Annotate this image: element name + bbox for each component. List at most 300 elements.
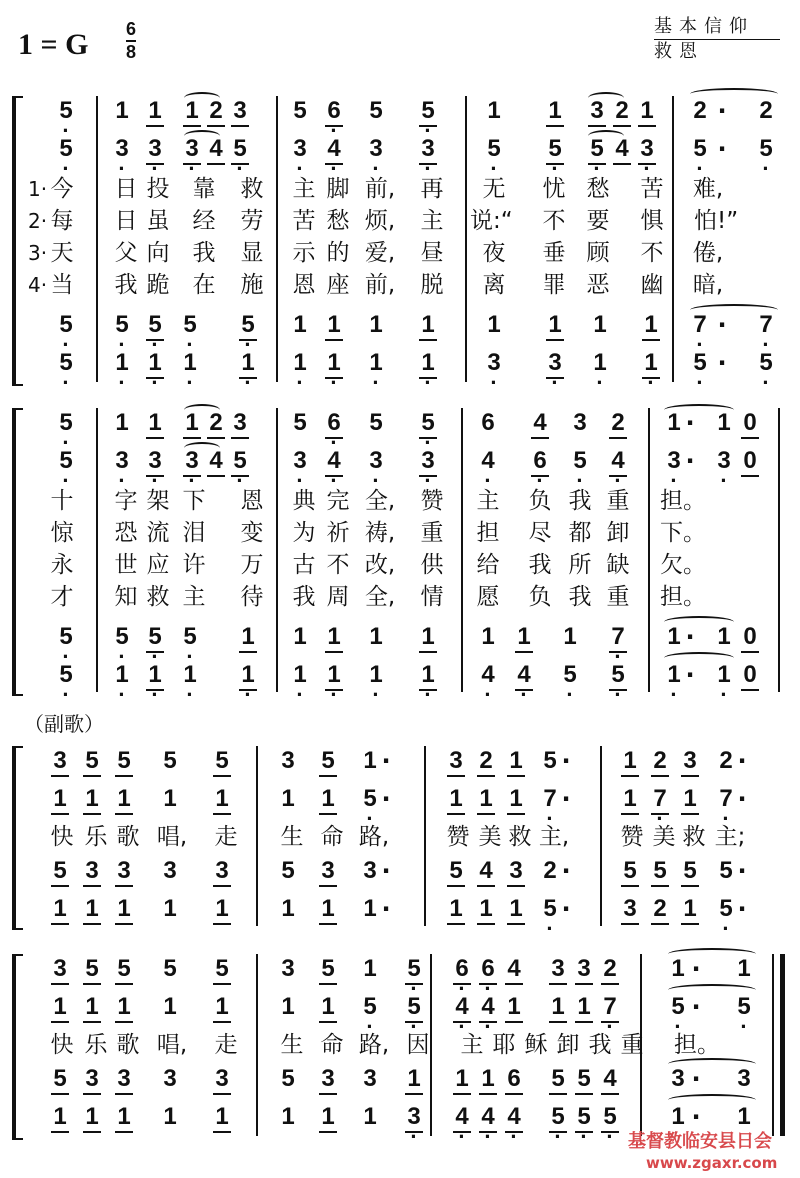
lyric-syllable: 恐 [114,520,138,546]
note: · 3 [366,134,386,164]
lyric-syllable: 卸 [556,1032,580,1058]
lyric-syllable: 乐 [84,1032,108,1058]
duration-dot: · [685,661,695,689]
note: · 7 [690,310,710,340]
note: 1 [620,746,640,776]
lyric-syllable: 愿 [476,584,500,610]
lyric-syllable: 向 [146,240,170,266]
lyric-syllable: 当 [50,272,74,298]
note: 1 [114,784,134,814]
lyric-syllable: 救 [508,824,532,850]
note: 5 [293,97,307,124]
note: 5 [318,746,338,776]
lyric-syllable: 脱 [420,272,444,298]
lyric-syllable: 每 [50,208,74,234]
note: · 3 [545,348,565,378]
soprano-row [0,746,800,780]
lyric-syllable: 所 [568,552,592,578]
note: 3 [82,1064,102,1094]
note: 5 [369,409,383,436]
note: · 5 [540,894,560,924]
lyric-syllable: 座 [326,272,350,298]
lyric-syllable: 前, [364,176,396,202]
lyric-syllable: 主 [476,488,500,514]
lyric-syllable: 稣 [524,1032,548,1058]
note: 1 [145,96,165,126]
note: 1 [717,409,731,436]
duration-dot: · [685,447,695,475]
note: · 5 [56,622,76,652]
note: 5 [114,746,134,776]
lyric-syllable: 前, [364,272,396,298]
lyric-syllable: 歌 [116,1032,140,1058]
note: · 5 [238,310,258,340]
chorus-label: （副歌） [24,712,104,736]
note: · 1 [664,660,684,690]
note: 1 [671,1103,685,1130]
note: 1 [717,623,731,650]
time-signature [126,20,136,62]
note: · 5 [145,622,165,652]
note: · 5 [56,96,76,126]
tie [664,404,734,416]
note: 3 [212,856,232,886]
note: 4 [206,446,226,476]
note: · 4 [478,1102,498,1132]
note: 5 [548,1064,568,1094]
lyric-syllable: 我 [114,272,138,298]
note: · 5 [404,992,424,1022]
duration-dot: · [381,895,391,923]
note: · 5 [418,96,438,126]
lyric-syllable: 昼 [420,240,444,266]
duration-dot: · [381,785,391,813]
duration-dot: · [691,1065,701,1093]
note: 1 [506,894,526,924]
duration-dot: · [561,857,571,885]
lyric-syllable: 命 [320,824,344,850]
note: 1 [506,746,526,776]
note: 1 [446,784,466,814]
note: 1 [114,992,134,1022]
verse-number: 1· [28,177,48,201]
duration-dot: · [685,409,695,437]
note: · 5 [716,894,736,924]
lyric-syllable: 赞 [620,824,644,850]
note: · 7 [600,992,620,1022]
note: 1 [418,622,438,652]
lyric-syllable: 泪 [182,520,206,546]
lyric-syllable: 施 [240,272,264,298]
note: · 1 [180,348,200,378]
note: 1 [293,623,307,650]
lyric-syllable: 日 [114,208,138,234]
note: 1 [478,1064,498,1094]
note: 5 [719,857,733,884]
note: 3 [281,955,295,982]
note: 4 [504,954,524,984]
lyric-syllable: 救 [240,176,264,202]
lyric-syllable: 恩 [240,488,264,514]
note: 1 [363,1103,377,1130]
note: 0 [740,446,760,476]
note: · 5 [560,660,580,690]
lyric-syllable: 祈 [326,520,350,546]
note: 1 [476,894,496,924]
lyric-syllable: 欠。 [660,552,706,578]
note: 1 [737,1103,751,1130]
lyric-syllable: 跪 [146,272,170,298]
category-title: 基本信仰 [654,16,754,37]
note: 2 [206,96,226,126]
note: 3 [363,1065,377,1092]
note: 1 [114,1102,134,1132]
note: 3 [318,856,338,886]
note: · 5 [230,134,250,164]
verse-number: 4· [28,273,48,297]
note: · 7 [756,310,776,340]
lyric-syllable: 救 [682,824,706,850]
lyric-syllable: 下。 [660,520,706,546]
lyric-syllable: 我 [568,584,592,610]
note: · 3 [182,446,202,476]
lyric-syllable: 路, [358,824,390,850]
note: · 1 [714,660,734,690]
duration-dot: · [691,1103,701,1131]
note: 1 [318,894,338,924]
note: · 4 [504,1102,524,1132]
lyric-syllable: 典 [292,488,316,514]
note: 5 [50,1064,70,1094]
note: 5 [82,954,102,984]
note: 1 [281,785,295,812]
lyric-syllable: 惊 [50,520,74,546]
note: · 3 [112,134,132,164]
note: · 1 [112,660,132,690]
slur [184,442,220,454]
note: · 4 [478,446,498,476]
note: · 4 [324,446,344,476]
note: · 7 [650,784,670,814]
tenor-row [0,1064,800,1098]
verse-2-line-1 [0,206,800,240]
note: · 5 [56,310,76,340]
note: 1 [369,623,383,650]
note: 1 [50,992,70,1022]
note: · 5 [180,622,200,652]
note: 1 [163,895,177,922]
lyric-syllable: 美 [478,824,502,850]
verse-3-line-2 [0,550,800,584]
note: 4 [476,856,496,886]
note: 1 [363,895,377,922]
note: 4 [600,1064,620,1094]
note: 1 [212,894,232,924]
note: · 5 [418,408,438,438]
note: 1 [641,310,661,340]
verse-2-line-2 [0,518,800,552]
note: 6 [481,409,495,436]
note: · 3 [290,446,310,476]
note: 0 [740,408,760,438]
note: · 5 [112,622,132,652]
note: 1 [487,97,501,124]
lyric-syllable: 重 [606,488,630,514]
lyric-syllable: 劳 [240,208,264,234]
note: 5 [212,954,232,984]
note: 1 [680,784,700,814]
lyric-syllable: 负 [528,584,552,610]
lyric-syllable: 不 [326,552,350,578]
note: 5 [620,856,640,886]
duration-dot: · [717,135,727,163]
note: 2 [759,97,773,124]
note: · 5 [56,446,76,476]
duration-dot: · [685,623,695,651]
lyric-syllable: 烦, [364,208,396,234]
lyric-syllable: 担 [476,520,500,546]
note: · 1 [145,660,165,690]
note: 3 [114,1064,134,1094]
lyric-syllable: 夜 [482,240,506,266]
note: · 1 [238,348,258,378]
note: · 1 [290,660,310,690]
lyric-syllable: 投 [146,176,170,202]
note: · 5 [570,446,590,476]
duration-dot: · [717,311,727,339]
note: 3 [574,954,594,984]
lyric-syllable: 乐 [84,824,108,850]
note: 2 [650,746,670,776]
note: 5 [114,954,134,984]
slur [588,92,624,104]
lyric-syllable: 担。 [674,1032,720,1058]
lyric-syllable: 父 [114,240,138,266]
note: 5 [446,856,466,886]
note: 1 [115,97,129,124]
lyric-syllable: 惧 [640,208,664,234]
lyric-syllable: 怕!” [694,208,739,234]
note: · 1 [324,348,344,378]
tie [668,1094,756,1106]
note: 4 [612,134,632,164]
note: 3 [230,408,250,438]
note: · 3 [664,446,684,476]
note: 3 [573,409,587,436]
note: 5 [543,747,557,774]
duration-dot: · [381,747,391,775]
note: 1 [476,784,496,814]
note: 1 [163,1103,177,1130]
note: · 3 [404,1102,424,1132]
lyric-syllable: 离 [482,272,506,298]
lyric-syllable: 耶 [492,1032,516,1058]
note: · 5 [56,408,76,438]
verse-4-line-1 [0,270,800,304]
note: 1 [50,1102,70,1132]
lyric-syllable: 主 [420,208,444,234]
note: · 3 [182,134,202,164]
lyric-syllable: 永 [50,552,74,578]
lyric-syllable: 架 [146,488,170,514]
lyric-syllable: 唱, [156,1032,188,1058]
lyric-syllable: 虽 [146,208,170,234]
lyric-syllable: 脚 [326,176,350,202]
note: 1 [446,894,466,924]
lyric-syllable: 不 [542,208,566,234]
lyric-syllable: 许 [182,552,206,578]
lyric-syllable: 十 [50,488,74,514]
lyric-syllable: 应 [146,552,170,578]
note: 1 [545,310,565,340]
note: 3 [230,96,250,126]
lyric-syllable: 唱, [156,824,188,850]
tie [664,616,734,628]
note: 1 [481,623,495,650]
lyric-syllable: 再 [420,176,444,202]
note: 2 [608,408,628,438]
lyric-syllable: 愁 [586,176,610,202]
note: 2 [476,746,496,776]
note: 1 [212,784,232,814]
lyric-syllable: 难, [692,176,724,202]
note: · 3 [366,446,386,476]
note: 5 [50,856,70,886]
note: · 3 [418,446,438,476]
note: 2 [543,857,557,884]
chorus-line-1 [0,822,800,856]
lyric-syllable: 生 [280,1032,304,1058]
lyric-syllable: 下 [182,488,206,514]
note: 2 [719,747,733,774]
note: · 6 [478,954,498,984]
tenor-row [0,856,800,890]
note: 2 [612,96,632,126]
lyric-syllable: 字 [114,488,138,514]
duration-dot: · [691,955,701,983]
note: 1 [637,96,657,126]
lyric-syllable: 生 [280,824,304,850]
note: 0 [740,622,760,652]
note: 1 [548,992,568,1022]
verse-1-line-1 [0,174,800,208]
note: 1 [593,311,607,338]
note: · 4 [452,992,472,1022]
duration-dot: · [717,97,727,125]
alto-row [0,992,800,1026]
lyric-syllable: 尽 [528,520,552,546]
note: 5 [163,747,177,774]
note: 0 [740,660,760,690]
lyric-syllable: 今 [50,176,74,202]
note: · 1 [366,660,386,690]
note: · 7 [540,784,560,814]
note: 3 [318,1064,338,1094]
note: 1 [115,409,129,436]
lyric-syllable: 我 [528,552,552,578]
note: · 1 [238,660,258,690]
note: 2 [693,97,707,124]
lyric-syllable: 流 [146,520,170,546]
lyric-syllable: 待 [240,584,264,610]
lyric-syllable: 缺 [606,552,630,578]
note: 5 [82,746,102,776]
note: 5 [212,746,232,776]
note: 1 [667,623,681,650]
note: 1 [82,992,102,1022]
note: 1 [50,784,70,814]
note: · 5 [574,1102,594,1132]
duration-dot: · [737,785,747,813]
lyric-syllable: 祷, [364,520,396,546]
verse-3-line-1 [0,238,800,272]
note: 2 [206,408,226,438]
duration-dot: · [737,857,747,885]
lyric-syllable: 垂 [542,240,566,266]
category-subtitle: 救恩 [654,41,704,62]
note: 3 [363,857,377,884]
note: · 5 [587,134,607,164]
note: · 5 [404,954,424,984]
duration-dot: · [717,349,727,377]
note: 3 [163,1065,177,1092]
note: 2 [600,954,620,984]
note: 1 [145,408,165,438]
note: · 1 [145,348,165,378]
note: 1 [114,894,134,924]
note: · 1 [366,348,386,378]
lyric-syllable: 在 [192,272,216,298]
note: · 5 [360,992,380,1022]
note: 3 [50,954,70,984]
note: 1 [574,992,594,1022]
note: 3 [114,856,134,886]
note: · 5 [608,660,628,690]
lyric-syllable: 苦 [640,176,664,202]
note: 3 [680,746,700,776]
alto-row [0,784,800,818]
bass-row [0,660,800,694]
lyric-syllable: 为 [292,520,316,546]
lyric-syllable: 主; [714,824,746,850]
lyric-syllable: 忧 [542,176,566,202]
lyric-syllable: 要 [586,208,610,234]
note: · 4 [608,446,628,476]
soprano-row [0,954,800,988]
lyric-syllable: 万 [240,552,264,578]
lyric-syllable: 重 [620,1032,644,1058]
note: · 5 [56,134,76,164]
note: 1 [281,993,295,1020]
note: 1 [404,1064,424,1094]
lyric-syllable: 负 [528,488,552,514]
note: 1 [737,955,751,982]
note: 5 [281,857,295,884]
lyric-syllable: 世 [114,552,138,578]
note: 3 [446,746,466,776]
note: 1 [563,623,577,650]
note: · 1 [418,348,438,378]
lyric-syllable: 卸 [606,520,630,546]
lyric-syllable: 周 [326,584,350,610]
note: 1 [363,955,377,982]
note: 5 [680,856,700,886]
tenor-row [0,310,800,344]
note: · 1 [290,348,310,378]
lyric-syllable: 天 [50,240,74,266]
duration-dot: · [691,993,701,1021]
note: 1 [212,1102,232,1132]
